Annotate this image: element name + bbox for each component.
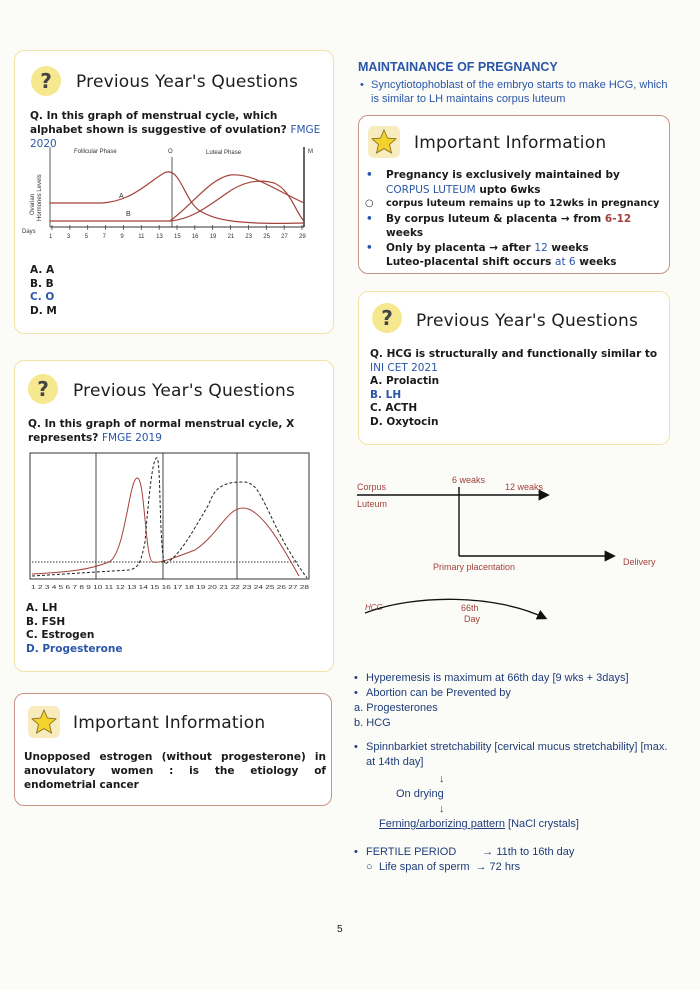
option: D. Oxytocin bbox=[370, 415, 439, 428]
y-axis-label-2: Hormones Levels bbox=[37, 174, 43, 221]
note-option: a. Progesterones bbox=[354, 702, 438, 714]
option-answer: B. LH bbox=[370, 388, 402, 401]
option-answer: D. Progesterone bbox=[26, 642, 123, 655]
tick-label: 13 bbox=[156, 234, 163, 240]
pyq-question: Q. HCG is structurally and functionally similar to INI CET 2021 bbox=[370, 348, 658, 374]
star-icon bbox=[28, 706, 60, 738]
tick-label: 16 bbox=[191, 234, 199, 240]
question-icon: ? bbox=[372, 303, 402, 333]
ovulation-label: O bbox=[168, 149, 173, 155]
note-ferning: Ferning/arborizing pattern bbox=[379, 818, 505, 830]
day-label: Day bbox=[464, 614, 481, 624]
sixty-sixth-label: 66th bbox=[461, 603, 479, 613]
note-drying: On drying bbox=[396, 788, 444, 800]
y-axis-label: Ovarian bbox=[30, 193, 36, 215]
pyq-question: Q. In this graph of menstrual cycle, which alphabet shown is suggestive of ovulation? FMGE 2020 bbox=[30, 110, 321, 150]
timeline-diagram bbox=[355, 470, 675, 630]
luteum-label: Luteum bbox=[357, 499, 388, 509]
tick-label: 5 bbox=[84, 234, 89, 240]
hcg-label: HCG bbox=[365, 603, 383, 612]
option: A. LH bbox=[26, 602, 58, 614]
pyq-question: Q. In this graph of normal menstrual cycle, X represents? FMGE 2019 bbox=[28, 418, 295, 444]
six-weeks-label: 6 weaks bbox=[452, 475, 486, 485]
option: C. ACTH bbox=[370, 402, 418, 414]
info-bullets: • Pregnancy is exclusively maintained by CORPUS LUTEUM upto 6wks ○ corpus luteum remains up to 12wks in pregnancy • By corpus luteum & placenta → from 6-12 weeks • Only by placenta → after 12 weeks Luteo-placental shift occurs at 6 weeks bbox=[365, 169, 660, 268]
note-sperm: Life span of sperm bbox=[379, 861, 470, 873]
exam-tag: INI CET 2021 bbox=[370, 362, 438, 374]
tick-label: 21 bbox=[227, 234, 235, 240]
option: B. FSH bbox=[26, 615, 66, 628]
option: A. A bbox=[30, 264, 55, 276]
down-arrow: ↓ bbox=[439, 773, 445, 785]
corpus-label: Corpus bbox=[357, 482, 387, 492]
tick-label: 3 bbox=[66, 234, 71, 240]
menstrual-cycle-graph bbox=[22, 143, 322, 245]
luteal-label: Luteal Phase bbox=[206, 150, 242, 156]
option: C. Estrogen bbox=[26, 629, 95, 641]
question-icon: ? bbox=[31, 66, 61, 96]
info-title: Important Information bbox=[73, 713, 266, 733]
primary-placentation-label: Primary placentation bbox=[433, 562, 516, 572]
intro-text: • Syncytiotophoblast of the embryo starts to make HCG, which is similar to LH maintains corpus luteum bbox=[360, 79, 668, 105]
question-icon: ? bbox=[28, 374, 58, 404]
tick-label: 11 bbox=[138, 234, 145, 240]
info-title: Important Information bbox=[414, 133, 607, 153]
tick-label: 19 bbox=[209, 234, 217, 240]
pyq-title: Previous Year's Questions bbox=[416, 311, 639, 331]
pyq-title: Previous Year's Questions bbox=[76, 72, 299, 92]
option-answer: C. O bbox=[30, 291, 55, 303]
note-option: b. HCG bbox=[354, 717, 391, 729]
tick-label: 25 bbox=[263, 234, 270, 240]
option: B. B bbox=[30, 277, 54, 290]
note-abortion: Abortion can be Prevented by bbox=[366, 687, 511, 699]
twelve-weeks-label: 12 weaks bbox=[505, 482, 544, 492]
exam-tag: FMGE 2020 bbox=[30, 124, 321, 150]
tick-label: 7 bbox=[102, 234, 106, 240]
delivery-label: Delivery bbox=[623, 557, 656, 567]
pyq-options bbox=[26, 602, 122, 656]
tick-label: 23 bbox=[245, 234, 253, 240]
note-fertile: FERTILE PERIOD bbox=[366, 846, 457, 858]
menses-label: M bbox=[308, 149, 313, 155]
option: D. M bbox=[30, 304, 57, 317]
hormone-graph bbox=[29, 452, 311, 594]
day-ticks: 1 2 3 4 5 6 7 8 9 10 11 12 13 14 15 16 17 18 19 20 21 22 23 24 25 26 27 28 bbox=[31, 585, 309, 591]
option: A. Prolactin bbox=[370, 375, 440, 387]
note-spinnbarkeit: Spinnbarkiet stretchability [cervical mucus stretchability] [max. at 14th day] bbox=[366, 741, 668, 768]
tick-label: 27 bbox=[281, 234, 288, 240]
days-label: Days bbox=[22, 229, 36, 235]
page-number: 5 bbox=[337, 924, 343, 935]
tick-label: 15 bbox=[174, 234, 181, 240]
pyq-options bbox=[30, 264, 57, 318]
follicular-label: Follicular Phase bbox=[74, 149, 117, 155]
note-hyperemesis: Hyperemesis is maximum at 66th day [9 wks + 3days] bbox=[366, 672, 629, 684]
pyq-options bbox=[370, 375, 439, 429]
tick-label: 9 bbox=[120, 234, 124, 240]
tick-label: 29 bbox=[299, 234, 306, 240]
down-arrow: ↓ bbox=[439, 803, 445, 815]
notes: • Hyperemesis is maximum at 66th day [9 wks + 3days] • Abortion can be Prevented by a. Progesterones b. HCG • Spinnbarkiet stretchability [cervical mucus stretchability] [max. at 14th day] ↓ On drying ↓ Ferning/arborizing pattern [NaCl crystals] • FERTILE PERIOD → 11th to 16th day ○ Life span of sperm → 72 hrs bbox=[354, 671, 674, 875]
tick-label: 1 bbox=[49, 234, 53, 240]
star-icon bbox=[368, 126, 400, 158]
info-text: Unopposed estrogen (without progesterone) in anovulatory women : is the etiology of endometrial cancer bbox=[24, 751, 326, 791]
section-heading: MAINTAINANCE OF PREGNANCY bbox=[358, 60, 558, 74]
exam-tag: FMGE 2019 bbox=[101, 432, 162, 444]
curve-a-label: A bbox=[119, 193, 124, 200]
curve-b-label: B bbox=[126, 211, 131, 218]
pyq-title: Previous Year's Questions bbox=[73, 381, 296, 401]
